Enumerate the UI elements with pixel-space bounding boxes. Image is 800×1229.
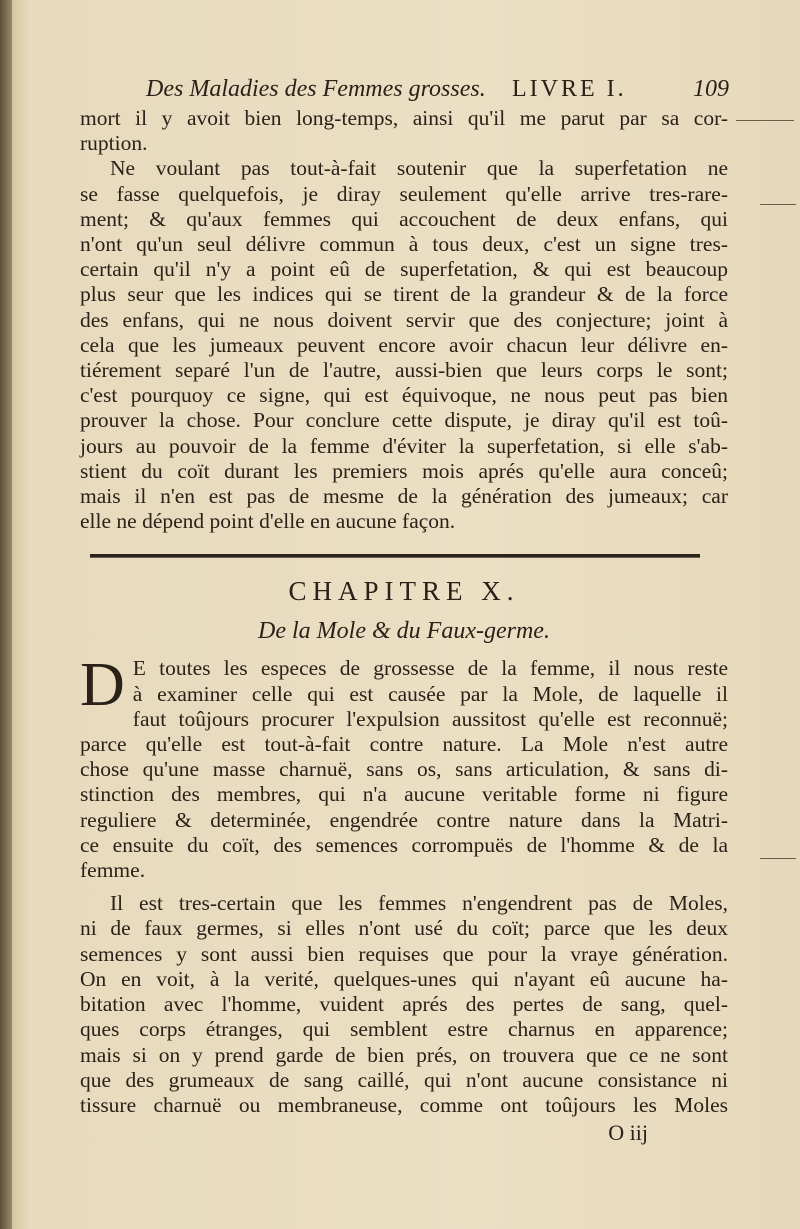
text-line: n'ont qu'un seul délivre commun à tous deux, c'est un signe tres- — [80, 232, 728, 257]
chapter-heading: CHAPITRE X. — [288, 576, 520, 607]
text-line: jours au pouvoir de la femme d'éviter la superfetation, si elle s'ab- — [80, 433, 728, 458]
text-line: des enfans, qui ne nous doivent servir que des conjecture; joint à — [80, 307, 728, 332]
text-line: cela que les jumeaux peuvent encore avoir chacun leur délivre en- — [80, 332, 728, 357]
chapter-subtitle: De la Mole & du Faux-germe. — [258, 618, 550, 645]
page-number: 109 — [693, 76, 729, 102]
paragraph-superfetation — [80, 156, 728, 534]
book-spine-shadow — [0, 0, 12, 1229]
running-head — [80, 72, 728, 106]
text-line: tissure charnuë ou membraneuse, comme ont toûjours les Moles — [80, 1092, 728, 1117]
text-line: ruption. — [80, 131, 148, 156]
text-line: tiérement separé l'un de l'autre, aussi-bien que leurs corps le sont; — [80, 358, 728, 383]
text-line: Il est tres-certain que les femmes n'engendrent pas de Moles, — [110, 891, 728, 916]
text-line: mais si on y prend garde de bien prés, on trouvera que ce ne sont — [80, 1042, 728, 1067]
text-line: chose qu'une masse charnuë, sans os, sans articulation, & sans di- — [80, 757, 728, 782]
drop-cap: D — [80, 651, 125, 720]
text-line: certain qu'il n'y a point eû de superfetation, & qui est beaucoup — [80, 257, 728, 282]
book-number: LIVRE I. — [512, 76, 627, 102]
text-line: elle ne dépend point d'elle en aucune façon. — [80, 509, 456, 534]
paragraph-mole-definition — [80, 651, 728, 883]
text-line: parce qu'elle est tout-à-fait contre nature. La Mole n'est autre — [80, 732, 728, 757]
text-line: que des grumeaux de sang caillé, qui n'ont aucune consistance ni — [80, 1067, 728, 1092]
paragraph-mole-causes — [80, 891, 728, 1118]
text-block — [80, 72, 728, 1146]
text-line: prouver la chose. Pour conclure cette dispute, je diray qu'il est toû- — [80, 408, 728, 433]
text-line: à examiner celle qui est causée par la Mole, de laquelle il — [132, 681, 728, 706]
text-line: plus seur que les indices qui se tirent de la grandeur & de la force — [80, 282, 728, 307]
margin-mark — [736, 120, 794, 121]
margin-mark — [760, 204, 796, 205]
signature-mark: O iij — [608, 1120, 648, 1146]
running-title: Des Maladies des Femmes grosses. — [146, 76, 486, 102]
text-line: ni de faux germes, si elles n'ont usé du coït; parce que les deux — [80, 916, 728, 941]
text-line: mort il y avoit bien long-temps, ainsi qu'il me parut par sa cor- — [80, 106, 728, 130]
text-line: semences y sont aussi bien requises que pour la vraye génération. — [80, 941, 728, 966]
text-line: mais il n'en est pas de mesme de la génération des jumeaux; car — [80, 484, 728, 509]
text-line: stient du coït durant les premiers mois aprés qu'elle aura conceû; — [80, 458, 728, 483]
text-line: c'est pourquoy ce signe, qui est équivoque, ne nous peut pas bien — [80, 383, 728, 408]
text-line: On en voit, à la verité, quelques-unes qui n'ayant eû aucune ha- — [80, 966, 728, 991]
text-line: ques corps étranges, qui semblent estre charnus en apparence; — [80, 1017, 728, 1042]
text-line: bitation avec l'homme, vuident aprés des pertes de sang, quel- — [80, 992, 728, 1017]
margin-mark — [760, 858, 796, 859]
text-line: reguliere & determinée, engendrée contre nature dans la Matri- — [80, 807, 728, 832]
text-line: faut toûjours procurer l'expulsion aussitost qu'elle est reconnuë; — [132, 706, 728, 731]
text-line: stinction des membres, qui n'a aucune veritable forme ni figure — [80, 782, 728, 807]
text-line: femme. — [80, 858, 146, 883]
text-line: E toutes les especes de grossesse de la femme, il nous reste — [132, 656, 728, 681]
text-line: se fasse quelquefois, je diray seulement qu'elle arrive tres-rare- — [80, 181, 728, 206]
section-rule — [90, 554, 700, 558]
paragraph-continuation — [80, 106, 728, 156]
text-line: ce ensuite du coït, des semences corrompuës de l'homme & de la — [80, 832, 728, 857]
text-line: Ne voulant pas tout-à-fait soutenir que la superfetation ne — [110, 156, 728, 181]
text-line: ment; & qu'aux femmes qui accouchent de deux enfans, qui — [80, 206, 728, 231]
